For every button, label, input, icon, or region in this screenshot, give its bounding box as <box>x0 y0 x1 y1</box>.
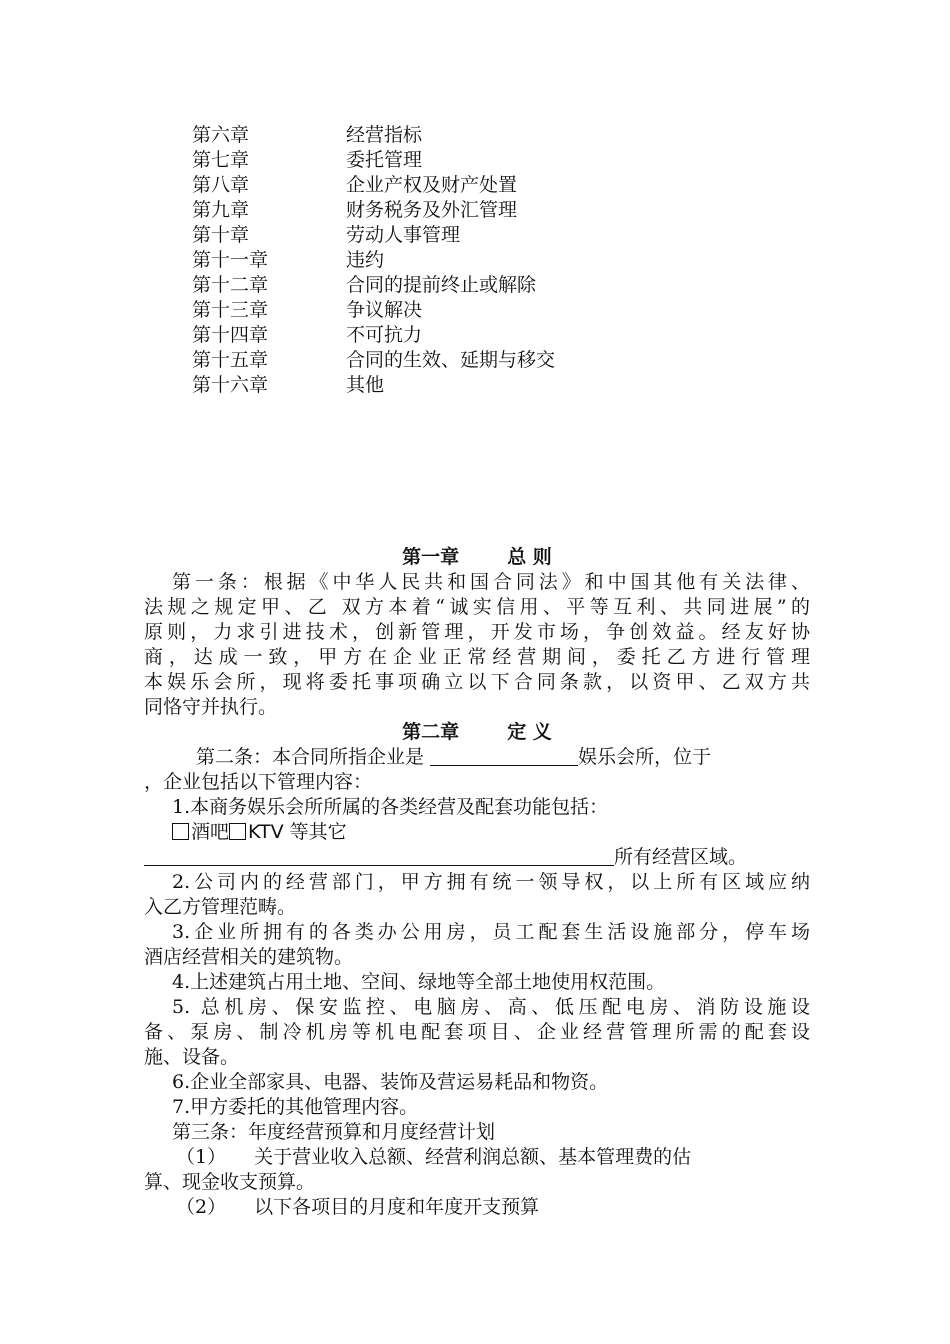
toc-chapter-title: 委托管理 <box>346 149 423 171</box>
toc-chapter-number: 第十章 <box>192 224 250 246</box>
toc-chapter-title: 争议解决 <box>346 299 423 321</box>
toc-chapter-number: 第七章 <box>192 149 250 171</box>
paragraph-line: 备、泵房、制冷机房等机电配套项目、企业经营管理所需的配套设 <box>144 1021 810 1043</box>
item-3: 3.企业所拥有的各类办公用房，员工配套生活设施部分，停车场 <box>172 921 810 943</box>
sub-item-2 <box>144 1195 810 1220</box>
function-options <box>144 820 810 845</box>
toc-chapter-number: 第十三章 <box>192 299 269 321</box>
toc-chapter-title: 企业产权及财产处置 <box>346 174 518 196</box>
paragraph-line: 施、设备。 <box>144 1046 240 1068</box>
article-2-text: 第二条：本合同所指企业是 <box>196 746 425 768</box>
paragraph-line: 原则，力求引进技术，创新管理，开发市场，争创效益。经友好协 <box>144 621 810 643</box>
toc-chapter-number: 第十一章 <box>192 249 269 271</box>
toc-chapter-number: 第十六章 <box>192 374 269 396</box>
contract-body <box>144 545 810 1220</box>
paragraph-line: 入乙方管理范畴。 <box>144 896 297 918</box>
chapter-1-heading <box>144 545 810 570</box>
sub-item-number: （2） <box>176 1196 227 1218</box>
toc-chapter-title: 其他 <box>346 374 385 396</box>
paragraph-line: 同恪守并执行。 <box>144 696 278 718</box>
chapter-1-number: 第一章 <box>402 546 460 568</box>
toc-chapter-title: 劳动人事管理 <box>346 224 461 246</box>
sub-item-text: 关于营业收入总额、经营利润总额、基本管理费的估 <box>254 1146 692 1168</box>
sub-item-number: （1） <box>176 1146 227 1168</box>
options-tail: 等其它 <box>289 821 347 843</box>
toc-chapter-title: 不可抗力 <box>346 324 423 346</box>
toc-chapter-number: 第十四章 <box>192 324 269 346</box>
paragraph-line: 本娱乐会所，现将委托事项确立以下合同条款，以资甲、乙双方共 <box>144 671 810 693</box>
checkbox[interactable] <box>229 823 246 840</box>
toc-chapter-title: 经营指标 <box>346 124 423 146</box>
paragraph-line: ，企业包括以下管理内容： <box>144 771 373 793</box>
chapter-2-title: 定 义 <box>507 721 552 743</box>
item-1: 1.本商务娱乐会所所属的各类经营及配套功能包括： <box>172 796 609 818</box>
item-6: 6.企业全部家具、电器、装饰及营运易耗品和物资。 <box>172 1071 609 1093</box>
paragraph-line: 商，达成一致，甲方在企业正常经营期间，委托乙方进行管理 <box>144 646 810 668</box>
company-name-blank <box>430 746 578 766</box>
toc-chapter-number: 第九章 <box>192 199 250 221</box>
toc-chapter-title: 合同的提前终止或解除 <box>346 274 537 296</box>
checkbox-label: 酒吧 <box>191 821 230 843</box>
area-blank <box>144 846 614 866</box>
checkbox[interactable] <box>172 823 189 840</box>
chapter-2-heading <box>144 720 810 745</box>
article-2-line <box>144 745 810 770</box>
item-5: 5. 总机房、保安监控、电脑房、高、低压配电房、消防设施设 <box>172 996 810 1018</box>
checkbox-label: KTV <box>248 821 284 843</box>
toc-chapter-number: 第六章 <box>192 124 250 146</box>
area-line <box>144 845 810 870</box>
chapter-2-number: 第二章 <box>402 721 460 743</box>
chapter-1-title: 总 则 <box>507 546 552 568</box>
paragraph-line: 法规之规定甲、乙 双方本着“诚实信用、平等互利、共同进展”的 <box>144 596 810 618</box>
article-2-text: 娱乐会所，位于 <box>578 746 712 768</box>
item-2: 2.公司内的经营部门，甲方拥有统一领导权，以上所有区域应纳 <box>172 871 810 893</box>
toc-chapter-title: 财务税务及外汇管理 <box>346 199 518 221</box>
toc-chapter-number: 第十二章 <box>192 274 269 296</box>
sub-item-text: 以下各项目的月度和年度开支预算 <box>254 1196 540 1218</box>
sub-item-1 <box>144 1145 810 1170</box>
paragraph-line: 算、现金收支预算。 <box>144 1171 316 1193</box>
article-3: 第三条：年度经营预算和月度经营计划 <box>172 1121 496 1143</box>
item-7: 7.甲方委托的其他管理内容。 <box>172 1096 419 1118</box>
paragraph-line: 第一条：根据《中华人民共和国合同法》和中国其他有关法律、 <box>172 571 810 593</box>
paragraph-line: 酒店经营相关的建筑物。 <box>144 946 354 968</box>
area-tail: 所有经营区域。 <box>614 846 748 868</box>
toc-chapter-title: 合同的生效、延期与移交 <box>346 349 556 371</box>
item-4: 4.上述建筑占用土地、空间、绿地等全部土地使用权范围。 <box>172 971 666 993</box>
toc-chapter-number: 第八章 <box>192 174 250 196</box>
toc-chapter-title: 违约 <box>346 249 385 271</box>
toc-chapter-number: 第十五章 <box>192 349 269 371</box>
